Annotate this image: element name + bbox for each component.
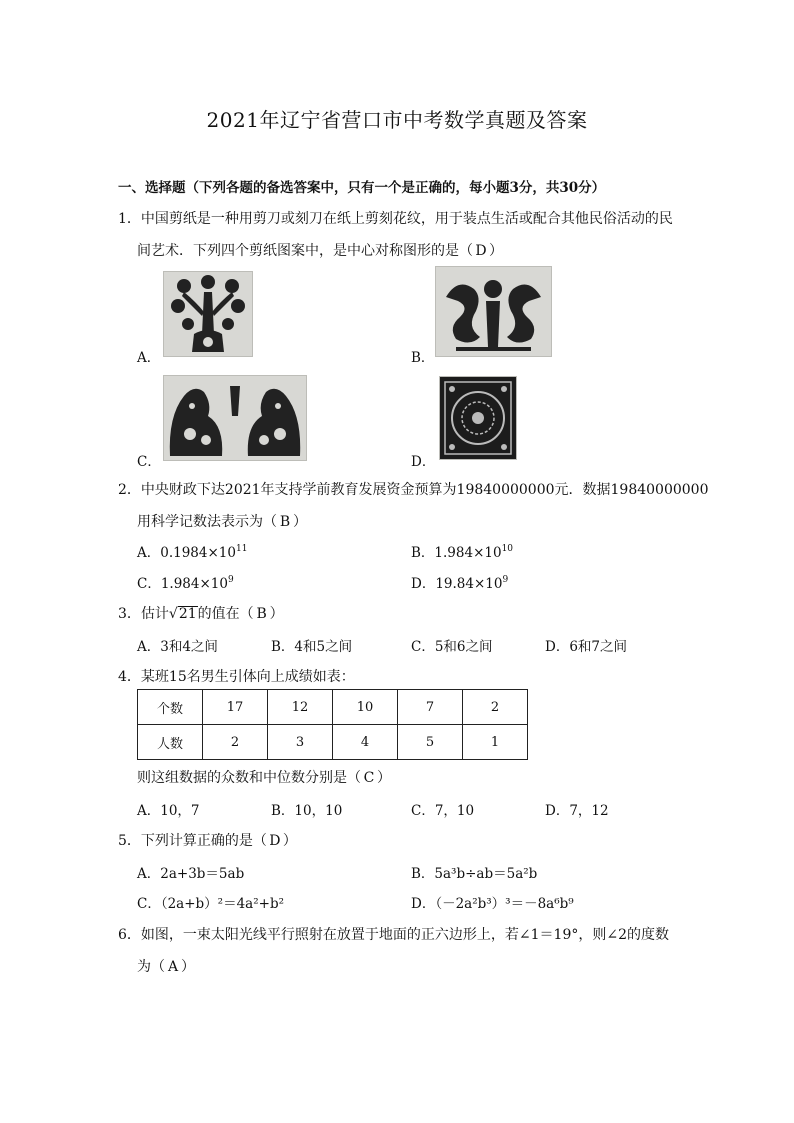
q4-option-d: D．7，12 [545,803,609,819]
q1-answer: D [475,243,487,259]
q4-text-line2 [137,767,391,787]
q5-option-b: B．5a³b÷ab＝5a²b [411,866,538,882]
table-cell: 1 [463,725,528,760]
paper-cut-image-c [163,375,307,461]
q2-option-a-exponent: 11 [235,544,248,554]
q3-radicand: 21 [178,606,197,622]
q1-option-b-label: B． [411,350,435,366]
table-cell: 5 [398,725,463,760]
table-cell: 10 [333,690,398,725]
table-cell: 17 [203,690,268,725]
q2-option-d-exponent: 9 [502,575,509,585]
paper-cut-image-a [163,271,253,357]
q1-stem: 间艺术．下列四个剪纸图案中，是中心对称图形的是（ [137,243,473,259]
table-row [138,725,528,760]
q3-prefix: 3．估计 [118,606,169,622]
q4-answer: C [363,770,375,786]
q3-answer: B [256,606,267,622]
table-cell: 4 [333,725,398,760]
q5-option-a: A．2a+3b＝5ab [137,866,245,882]
q3-suffix: 的值在（ [197,606,254,622]
paper-cut-image-b [435,266,552,357]
q2-stem: 用科学记数法表示为（ [137,514,277,530]
q3-close: ） [269,606,284,622]
q2-option-a [137,541,247,561]
q3-option-a: A．3和4之间 [137,639,218,655]
q1-option-a-label: A． [137,350,161,366]
q2-text-line1: 2．中央财政下达2021年支持学前教育发展资金预算为19840000000元．数据19840000000 [118,482,709,498]
table-cell: 7 [398,690,463,725]
table-cell: 12 [268,690,333,725]
table-cell: 人数 [138,725,203,760]
q3-option-b: B．4和5之间 [271,639,353,655]
table-cell: 2 [203,725,268,760]
page-title: 2021年辽宁省营口市中考数学真题及答案 [206,108,588,132]
q4-close: ） [377,770,391,786]
section-heading: 一、选择题（下列各题的备选答案中，只有一个是正确的，每小题3分，共30分） [118,180,606,196]
q2-option-b-base: B．1.984×10 [411,545,502,561]
q2-close: ） [293,514,307,530]
q5-text [118,830,297,850]
q2-option-d [411,572,508,592]
q5-option-d: D．（－2a²b³）³＝－8a⁶b⁹ [411,896,574,912]
q2-option-a-base: A．0.1984×10 [137,545,236,561]
q1-option-c-label: C． [137,454,161,470]
q4-stem: 则这组数据的众数和中位数分别是（ [137,770,361,786]
q4-option-a: A．10，7 [137,803,200,819]
q5-option-c: C．（2a+b）²＝4a²+b² [137,896,284,912]
q2-option-b [411,541,513,561]
table-cell: 2 [463,690,528,725]
q2-text-line2 [137,511,307,531]
q6-stem: 为（ [137,959,165,975]
q3-option-c: C．5和6之间 [411,639,493,655]
q1-text-line1: 1．中国剪纸是一种用剪刀或刻刀在纸上剪刻花纹，用于装点生活或配合其他民俗活动的民 [118,211,673,227]
q2-option-c [137,572,234,592]
q2-option-c-base: C．1.984×10 [137,576,228,592]
q1-option-d-label: D． [411,454,436,470]
table-row [138,690,528,725]
q4-text-line1: 4．某班15名男生引体向上成绩如表： [118,669,355,685]
q1-close: ） [489,243,503,259]
q3-option-d: D．6和7之间 [545,639,628,655]
q5-answer: D [269,833,281,849]
q2-option-c-exponent: 9 [227,575,234,585]
q2-answer: B [279,514,291,530]
table-cell: 个数 [138,690,203,725]
paper-cut-image-d [439,376,517,460]
q2-option-d-base: D．19.84×10 [411,576,503,592]
sqrt-sign: √ [168,606,178,622]
q6-close: ） [181,959,195,975]
pull-up-score-table [137,689,528,760]
table-cell: 3 [268,725,333,760]
q5-stem: 5．下列计算正确的是（ [118,833,267,849]
q6-text-line1: 6．如图，一束太阳光线平行照射在放置于地面的正六边形上，若∠1＝19°，则∠2的度数 [118,927,669,943]
q1-text-line2 [137,240,503,260]
q6-text-line2 [137,956,195,976]
q5-close: ） [282,833,297,849]
q4-option-c: C．7，10 [411,803,475,819]
q6-answer: A [167,959,179,975]
q4-option-b: B．10，10 [271,803,343,819]
q2-option-b-exponent: 10 [501,544,514,554]
q3-text [118,603,284,623]
